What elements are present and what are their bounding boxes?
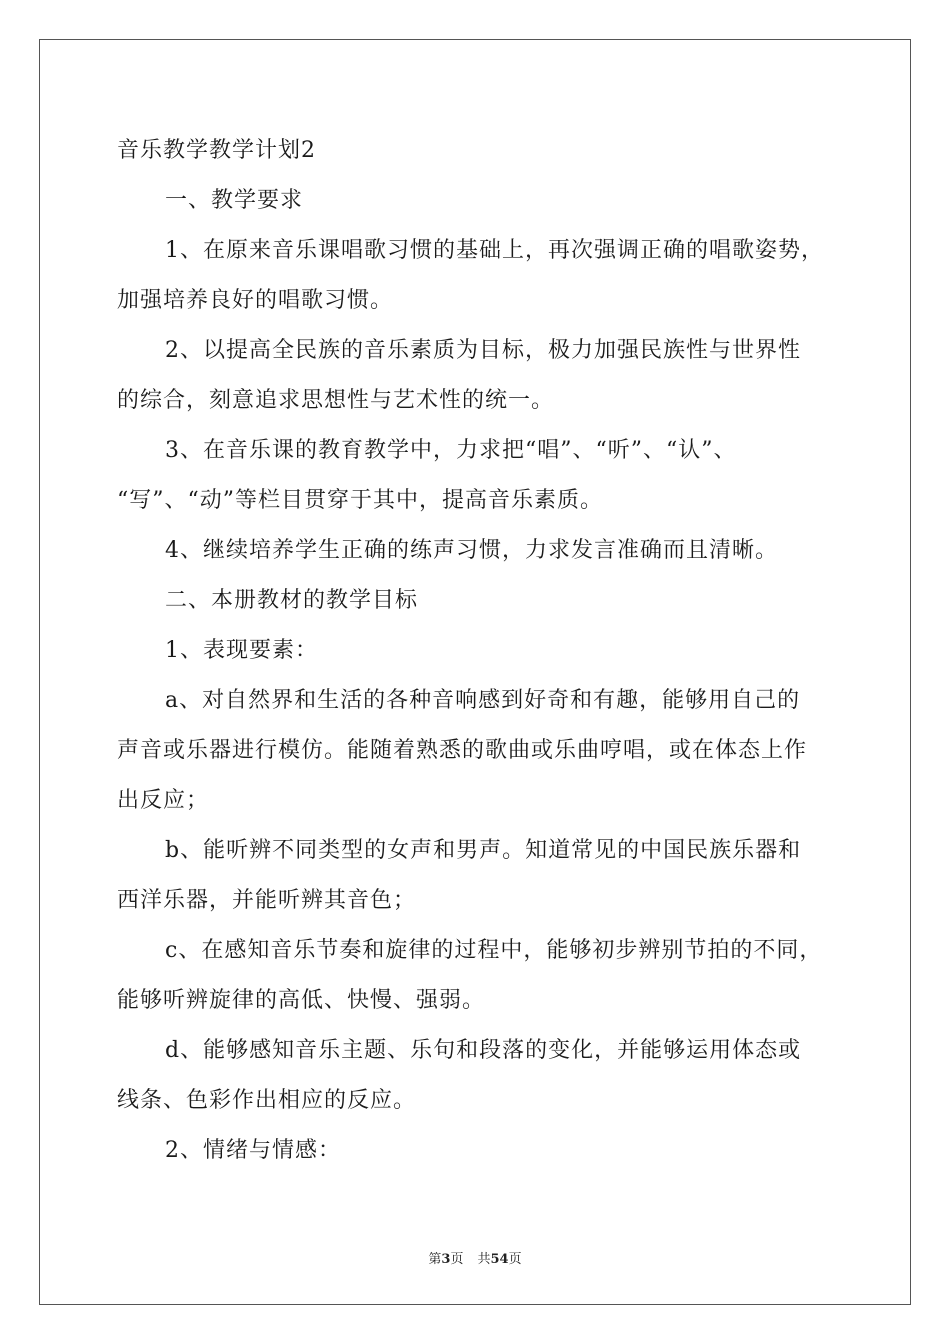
paragraph-line: a、对自然界和生活的各种音响感到好奇和有趣，能够用自己的 — [165, 688, 801, 713]
subsection-heading: 1、表现要素： — [165, 638, 318, 663]
paragraph-line: d、能够感知音乐主题、乐句和段落的变化，并能够运用体态或 — [165, 1038, 802, 1063]
total-prefix: 共 — [477, 1252, 491, 1267]
page-suffix: 页 — [450, 1252, 464, 1267]
paragraph-line: 线条、色彩作出相应的反应。 — [117, 1088, 417, 1113]
paragraph-line: b、能听辨不同类型的女声和男声。知道常见的中国民族乐器和 — [165, 838, 802, 863]
page-number: 3 — [441, 1252, 451, 1267]
paragraph-line: 的综合，刻意追求思想性与艺术性的统一。 — [117, 388, 555, 413]
page-footer — [0, 1248, 950, 1267]
paragraph-line: “写”、“动”等栏目贯穿于其中，提高音乐素质。 — [117, 488, 603, 513]
page-prefix: 第 — [428, 1252, 442, 1267]
paragraph-line: 3、在音乐课的教育教学中，力求把“唱”、“听”、“认”、 — [165, 438, 737, 463]
section-heading: 二、本册教材的教学目标 — [165, 588, 419, 613]
document-title: 音乐教学教学计划2 — [117, 138, 316, 163]
paragraph-line: 声音或乐器进行模仿。能随着熟悉的歌曲或乐曲哼唱，或在体态上作 — [117, 738, 808, 763]
paragraph-line: 1、在原来音乐课唱歌习惯的基础上，再次强调正确的唱歌姿势， — [165, 238, 824, 263]
section-heading: 一、教学要求 — [165, 188, 304, 213]
paragraph-line: 加强培养良好的唱歌习惯。 — [117, 288, 394, 313]
subsection-heading: 2、情绪与情感： — [165, 1138, 341, 1163]
page-total: 54 — [490, 1252, 509, 1267]
paragraph-line: 出反应； — [117, 788, 210, 813]
paragraph-line: 4、继续培养学生正确的练声习惯，力求发言准确而且清晰。 — [165, 538, 778, 563]
document-body — [117, 126, 837, 1176]
paragraph-line: 2、以提高全民族的音乐素质为目标，极力加强民族性与世界性 — [165, 338, 801, 363]
paragraph-line: 能够听辨旋律的高低、快慢、强弱。 — [117, 988, 486, 1013]
paragraph-line: c、在感知音乐节奏和旋律的过程中，能够初步辨别节拍的不同， — [165, 938, 823, 963]
total-suffix: 页 — [508, 1252, 522, 1267]
paragraph-line: 西洋乐器，并能听辨其音色； — [117, 888, 417, 913]
